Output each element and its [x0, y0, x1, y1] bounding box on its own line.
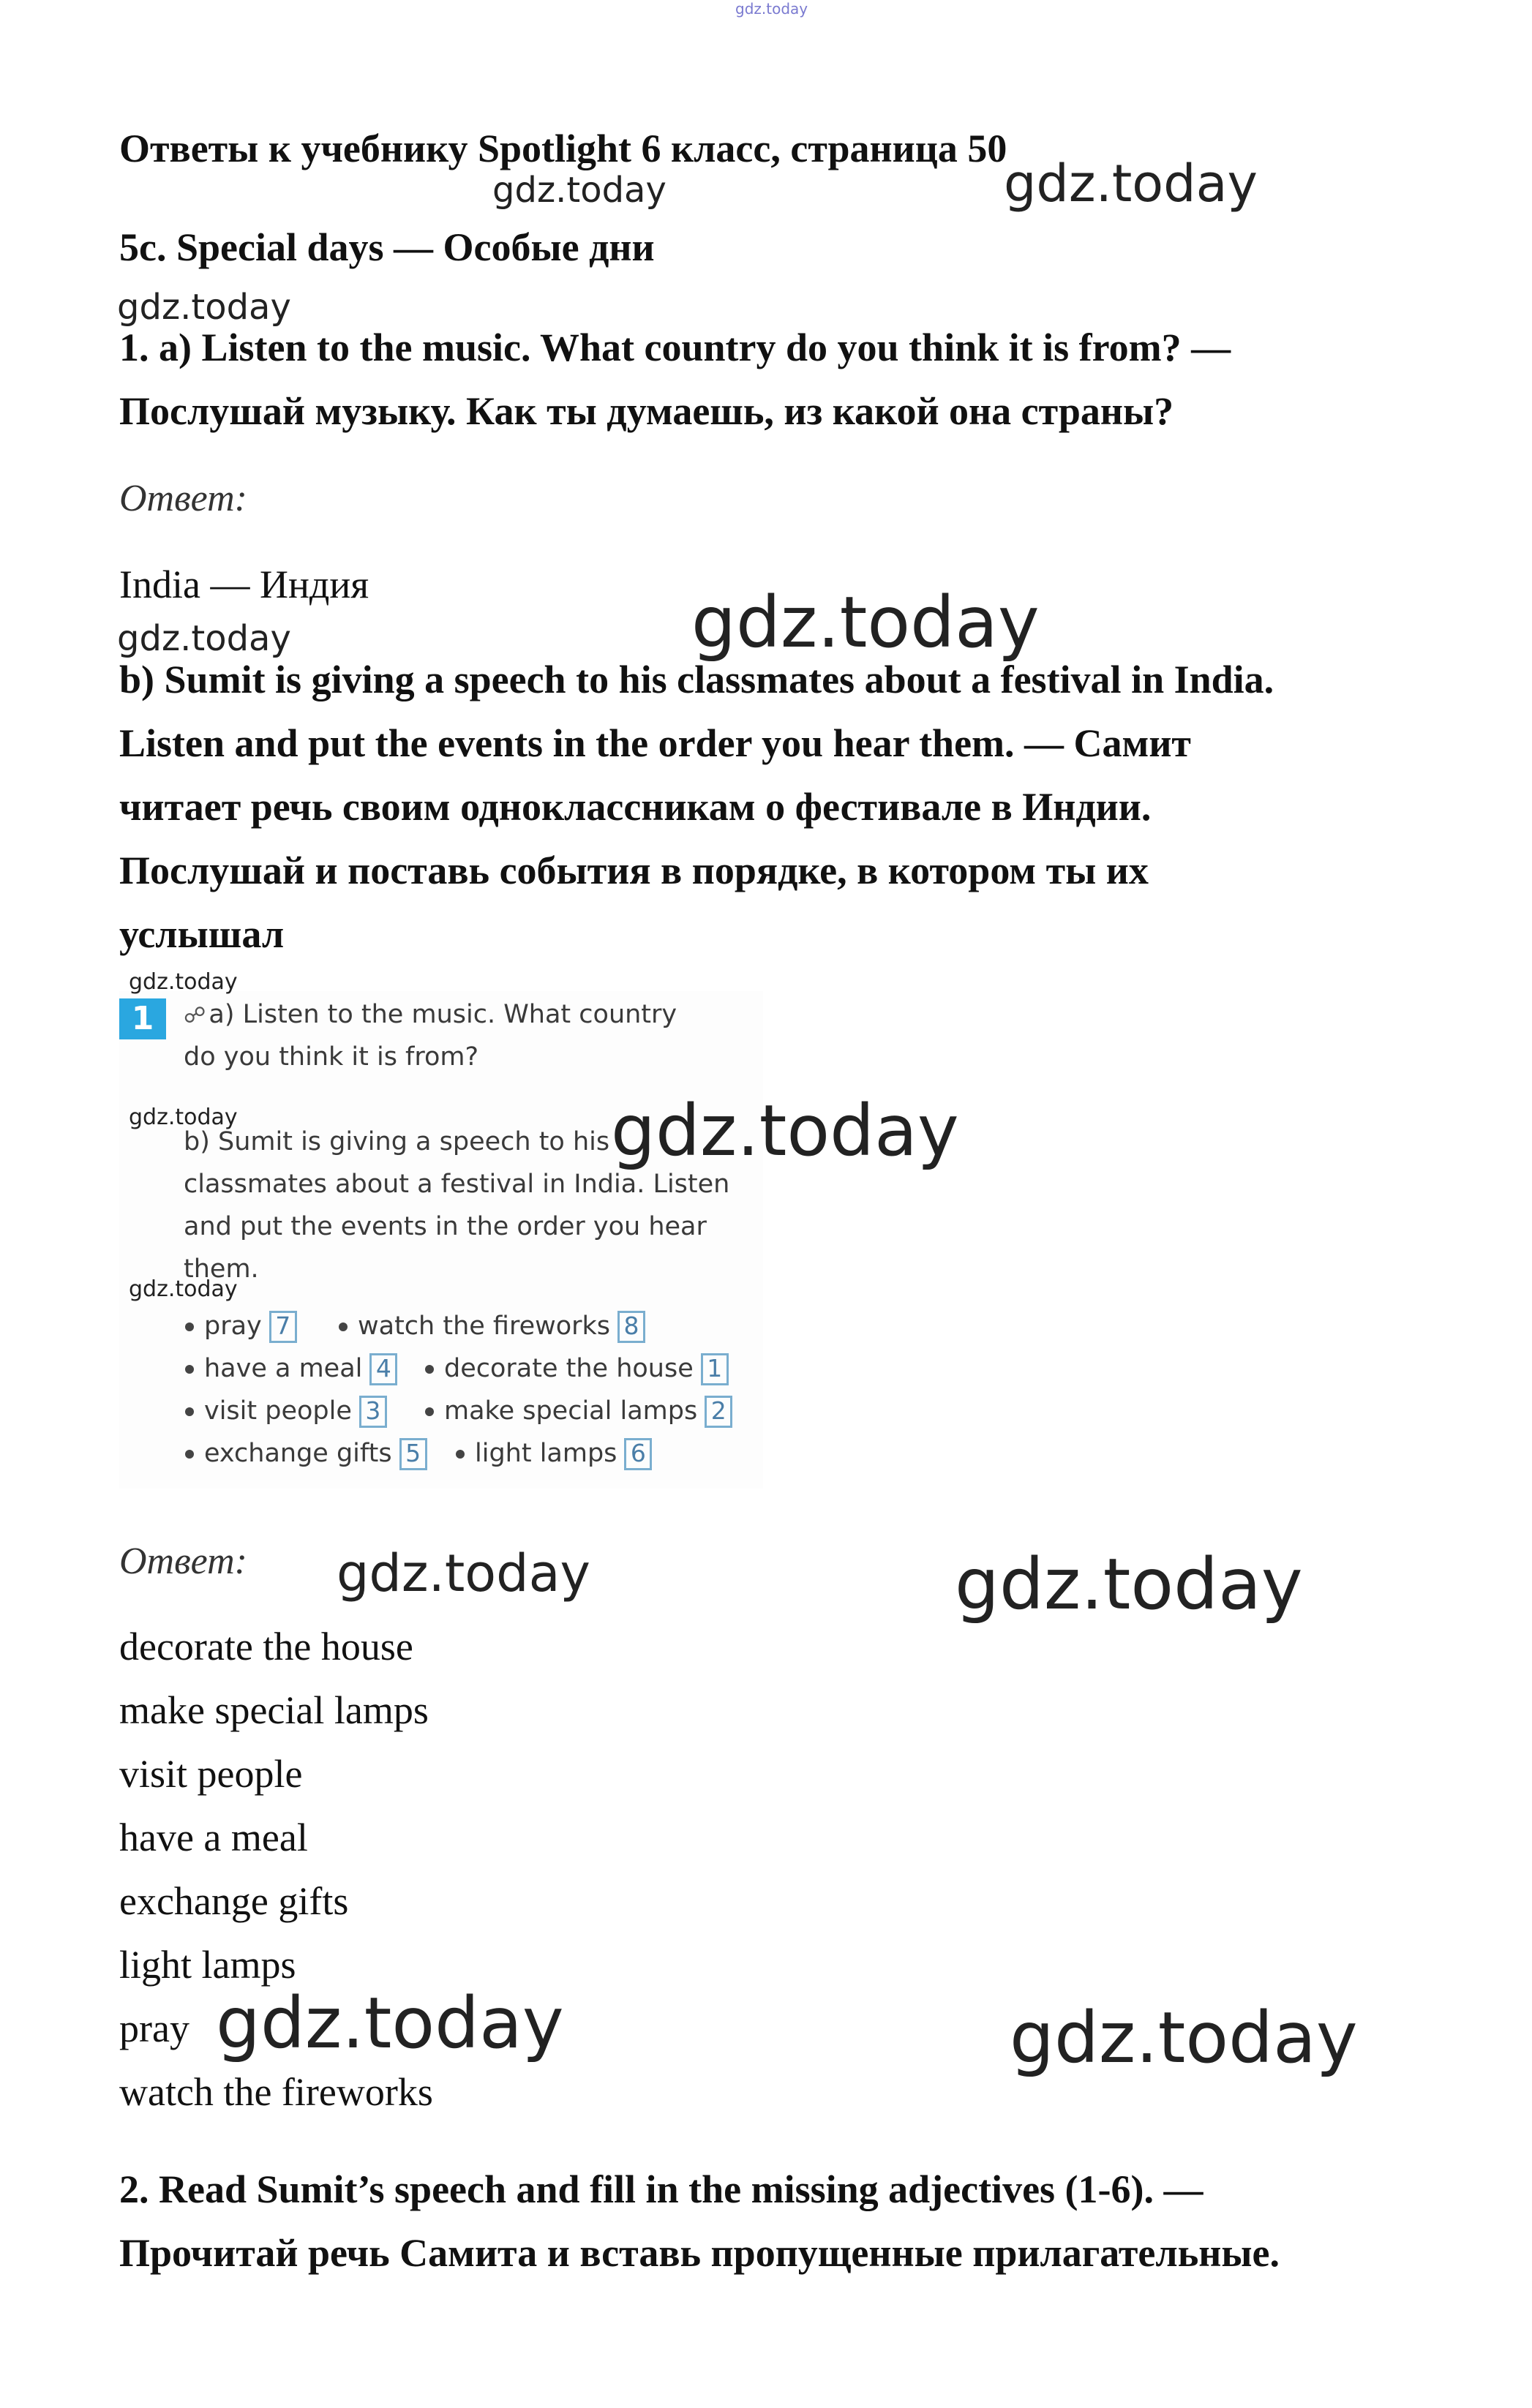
- answer-list-item: decorate the house: [119, 1625, 413, 1668]
- answer-list-item: watch the fireworks: [119, 2070, 433, 2114]
- number-box: 8: [617, 1311, 645, 1343]
- bullet-icon: [456, 1450, 465, 1459]
- answer-1a: India — Индия: [119, 563, 369, 606]
- answer-label-1a: Ответ:: [119, 478, 247, 519]
- excerpt-item: have a meal 4: [185, 1353, 397, 1385]
- watermark: gdz.today: [117, 287, 291, 328]
- answer-label-1b: Ответ:: [119, 1540, 247, 1582]
- answer-list-item: exchange gifts: [119, 1879, 349, 1923]
- watermark: gdz.today: [492, 170, 667, 211]
- watermark: gdz.today: [1004, 154, 1258, 214]
- excerpt-item: pray 7: [185, 1311, 297, 1343]
- task1b-question: [119, 648, 1436, 966]
- number-box: 6: [624, 1438, 652, 1470]
- task1a-question-en: 1. a) Listen to the music. What country do you think it is from? —: [119, 326, 1231, 369]
- task1a-question-ru: Послушай музыку. Как ты думаешь, из какой она страны?: [119, 389, 1174, 433]
- excerpt-item: make special lamps 2: [425, 1396, 732, 1428]
- excerpt-a-line1: ☍ a) Listen to the music. What country: [184, 1000, 677, 1029]
- exercise-number-badge: 1: [119, 998, 166, 1039]
- excerpt-a-line2: do you think it is from?: [184, 1042, 479, 1072]
- task1b-line: Listen and put the events in the order you hear them. — Самит: [119, 721, 1191, 765]
- number-box: 1: [701, 1353, 729, 1385]
- answer-list-item: visit people: [119, 1752, 303, 1796]
- answer-list-item: make special lamps: [119, 1688, 429, 1732]
- watermark: gdz.today: [129, 1276, 238, 1302]
- task2-question-en: 2. Read Sumit’s speech and fill in the missing adjectives (1-6). —: [119, 2167, 1204, 2211]
- answer-list-item: light lamps: [119, 1943, 296, 1987]
- number-box: 4: [369, 1353, 397, 1385]
- excerpt-b-line: classmates about a festival in India. Listen: [184, 1170, 730, 1199]
- watermark: gdz.today: [611, 1090, 959, 1172]
- section-title: 5c. Special days — Особые дни: [119, 225, 655, 269]
- task1b-line: читает речь своим одноклассникам о фестивале в Индии.: [119, 785, 1152, 829]
- watermark: gdz.today: [129, 969, 238, 995]
- watermark: gdz.today: [1010, 1997, 1358, 2079]
- number-box: 7: [269, 1311, 297, 1343]
- bullet-icon: [339, 1322, 348, 1331]
- bullet-icon: [185, 1450, 194, 1459]
- excerpt-b-line: them.: [184, 1254, 259, 1284]
- number-box: 3: [359, 1396, 387, 1428]
- task1b-line: b) Sumit is giving a speech to his classmates about a festival in India.: [119, 658, 1274, 701]
- headphones-icon: ☍: [184, 1003, 206, 1028]
- bullet-icon: [185, 1365, 194, 1374]
- watermark: gdz.today: [691, 582, 1040, 663]
- bullet-icon: [185, 1322, 194, 1331]
- answer-list-item: have a meal: [119, 1816, 308, 1859]
- excerpt-item: exchange gifts 5: [185, 1438, 427, 1470]
- excerpt-item: light lamps 6: [456, 1438, 652, 1470]
- excerpt-b-line: and put the events in the order you hear: [184, 1212, 707, 1241]
- bullet-icon: [425, 1365, 434, 1374]
- task2-question-ru: Прочитай речь Самита и вставь пропущенные прилагательные.: [119, 2231, 1280, 2275]
- bullet-icon: [185, 1407, 194, 1416]
- excerpt-item: visit people 3: [185, 1396, 387, 1428]
- task1b-line: услышал: [119, 912, 285, 956]
- watermark: gdz.today: [955, 1543, 1303, 1625]
- watermark: gdz.today: [216, 1982, 564, 2064]
- task1b-line: Послушай и поставь события в порядке, в котором ты их: [119, 849, 1149, 892]
- page-title: Ответы к учебнику Spotlight 6 класс, страница 50: [119, 127, 1007, 170]
- number-box: 2: [705, 1396, 732, 1428]
- textbook-excerpt: [119, 991, 763, 1489]
- excerpt-item: decorate the house 1: [425, 1353, 729, 1385]
- watermark: gdz.today: [129, 1105, 238, 1130]
- answer-list-item: pray: [119, 2006, 189, 2050]
- number-box: 5: [399, 1438, 427, 1470]
- watermark: gdz.today: [117, 618, 291, 659]
- excerpt-b-line: b) Sumit is giving a speech to his: [184, 1127, 610, 1156]
- excerpt-item: watch the fireworks 8: [339, 1311, 645, 1343]
- watermark: gdz.today: [337, 1543, 590, 1603]
- top-watermark: gdz.today: [735, 0, 808, 18]
- bullet-icon: [425, 1407, 434, 1416]
